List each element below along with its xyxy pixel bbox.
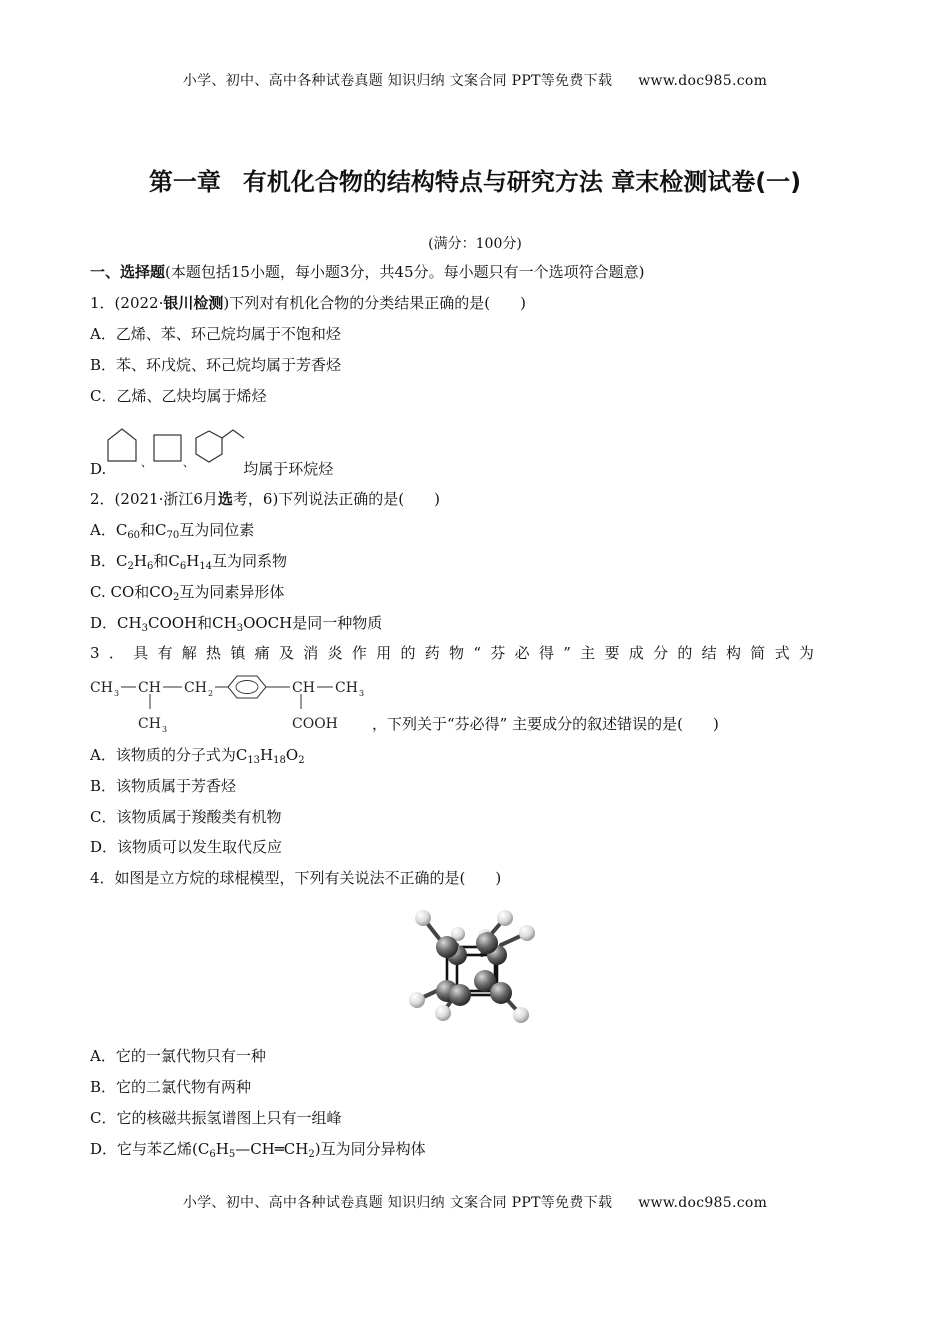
question-1-stem <box>90 293 526 313</box>
q3-option-a[interactable] <box>90 745 305 765</box>
section-label: 一、选择题 <box>90 263 166 281</box>
q3-option-c[interactable]: C．该物质属于羧酸类有机物 <box>90 808 282 826</box>
section-heading <box>90 262 644 282</box>
q1-option-d[interactable] <box>90 459 333 479</box>
formula-ch: CH <box>138 680 161 696</box>
cyclobutane-structure <box>154 435 181 461</box>
q4-d-sub: 5 <box>228 1149 236 1160</box>
formula-sub: 3 <box>162 725 168 734</box>
cubane-ball-stick-model <box>405 903 545 1028</box>
q2-a-sub: 70 <box>166 530 180 541</box>
q2-d-sub: 3 <box>141 623 148 634</box>
q2-a-sub: 60 <box>127 530 141 541</box>
footer-text: 小学、初中、高中各种试卷真题 知识归纳 文案合同 PPT等免费下载 <box>182 1195 613 1211</box>
fenbid-structure <box>88 668 373 736</box>
q1-source: 银川检测 <box>163 294 224 312</box>
q4-d-part: H <box>215 1140 229 1158</box>
formula-sub: 2 <box>208 689 214 698</box>
q2-d-sub: 3 <box>236 623 244 634</box>
q3-a-sub: 13 <box>247 755 261 766</box>
footer-banner <box>0 1192 950 1212</box>
q1-option-a[interactable]: A．乙烯、苯、环己烷均属于不饱和烃 <box>90 325 341 343</box>
q2-c-sub: 2 <box>173 592 180 603</box>
header-text: 小学、初中、高中各种试卷真题 知识归纳 文案合同 PPT等免费下载 <box>182 73 613 89</box>
formula-ch2: CH <box>184 680 207 696</box>
footer-site-link[interactable]: www.doc985.com <box>638 1195 768 1211</box>
q1-stem-c: )下列对有机化合物的分类结果正确的是( ) <box>223 294 526 312</box>
q2-a-part: 和C <box>140 521 167 539</box>
q2-b-part: H <box>133 552 147 570</box>
q2-option-a[interactable] <box>90 520 254 540</box>
q3-option-d[interactable]: D．该物质可以发生取代反应 <box>90 838 283 856</box>
q3-a-sub: 2 <box>298 755 305 766</box>
header-site-link[interactable]: www.doc985.com <box>638 73 768 89</box>
q2-b-part: H <box>186 552 200 570</box>
q2-a-part: A．C <box>90 521 128 539</box>
question-2-stem <box>90 489 440 509</box>
q1-option-d-label: D. <box>90 460 107 478</box>
formula-ch: CH <box>292 680 315 696</box>
q2-stem-a: 2．(2021·浙江6月 <box>90 490 218 508</box>
q2-option-b[interactable] <box>90 551 287 571</box>
ethylcyclohexane-structure <box>196 431 222 462</box>
q2-a-part: 互为同位素 <box>179 521 255 539</box>
q2-b-sub: 14 <box>199 561 213 572</box>
formula-sub: 3 <box>114 689 120 698</box>
q3-a-sub: 18 <box>273 755 286 766</box>
q2-b-part: 和C <box>153 552 180 570</box>
q2-d-part: D．CH <box>90 614 142 632</box>
q1-separator-1: 、 <box>141 456 152 468</box>
chapter-label: 第一章 <box>148 168 221 196</box>
q4-option-d[interactable] <box>90 1139 426 1159</box>
q2-source: 选 <box>217 490 233 508</box>
chapter-title: 有机化合物的结构特点与研究方法 章末检测试卷(一) <box>242 168 802 196</box>
q2-b-sub: 2 <box>127 561 134 572</box>
q4-option-b[interactable]: B．它的二氯代物有两种 <box>90 1078 252 1096</box>
question-4-stem: 4．如图是立方烷的球棍模型，下列有关说法不正确的是( ) <box>90 869 502 887</box>
q3-option-b[interactable]: B．该物质属于芳香烃 <box>90 777 237 795</box>
formula-ch3: CH <box>138 716 161 732</box>
section-desc: (本题包括15小题，每小题3分，共45分。每小题只有一个选项符合题意) <box>165 263 645 281</box>
question-3-stem: 3．具有解热镇痛及消炎作用的药物“芬必得”主要成分的结构简式为 <box>90 644 824 662</box>
formula-cooh: COOH <box>292 716 338 732</box>
q2-c-part: 互为同素异形体 <box>179 583 285 601</box>
cyclopentane-structure <box>108 429 136 461</box>
formula-sub: 3 <box>359 689 365 698</box>
q1-stem-a: 1．(2022· <box>90 294 164 312</box>
q2-stem-c: 考，6)下列说法正确的是( ) <box>232 490 441 508</box>
full-score: (满分：100分) <box>428 236 522 252</box>
q4-d-part: —CH═CH <box>235 1140 309 1158</box>
q2-b-sub: 6 <box>179 561 187 572</box>
q4-d-part: )互为同分异构体 <box>314 1140 426 1158</box>
q4-d-sub: 2 <box>308 1149 315 1160</box>
q4-option-c[interactable]: C．它的核磁共振氢谱图上只有一组峰 <box>90 1109 342 1127</box>
q2-d-part: COOH和CH <box>147 614 237 632</box>
q3-a-part: H <box>260 746 274 764</box>
q1-option-b[interactable]: B．苯、环戊烷、环己烷均属于芳香烃 <box>90 356 342 374</box>
formula-ch3: CH <box>90 680 113 696</box>
q2-c-part: C. CO和CO <box>90 583 174 601</box>
q1-separator-2: 、 <box>183 456 194 468</box>
q4-option-a[interactable]: A．它的一氯代物只有一种 <box>90 1047 266 1065</box>
page-title <box>0 162 950 197</box>
q2-option-c[interactable] <box>90 582 284 602</box>
q1-option-c[interactable]: C．乙烯、乙炔均属于烯烃 <box>90 387 267 405</box>
q1-option-d-text: 均属于环烷烃 <box>243 460 334 478</box>
q3-a-part: A．该物质的分子式为C <box>90 746 248 764</box>
benzene-ring <box>228 676 266 698</box>
q4-d-sub: 6 <box>209 1149 216 1160</box>
q3-a-part: O <box>285 746 299 764</box>
q3-stem-tail: ，下列关于“芬必得” 主要成分的叙述错误的是( ) <box>372 715 719 733</box>
header-banner <box>0 70 950 90</box>
formula-ch3: CH <box>335 680 358 696</box>
q2-b-part: 互为同系物 <box>212 552 288 570</box>
q2-d-part: OOCH是同一种物质 <box>243 614 383 632</box>
q2-option-d[interactable] <box>90 613 382 633</box>
q2-b-part: B．C <box>90 552 128 570</box>
q2-b-sub: 6 <box>146 561 154 572</box>
q4-d-part: D．它与苯乙烯(C <box>90 1140 210 1158</box>
